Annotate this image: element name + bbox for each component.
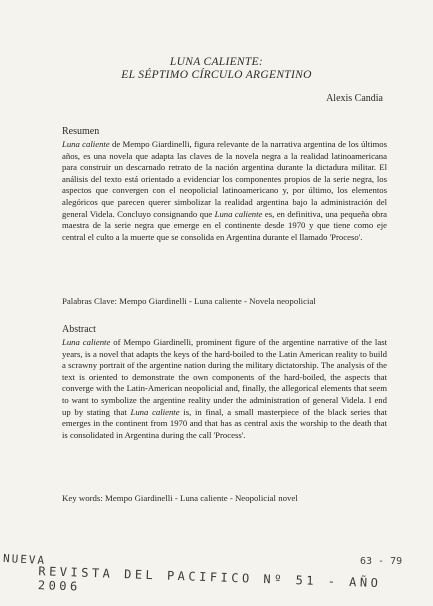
palabras-clave: Palabras Clave: Mempo Giardinelli - Luna caliente - Novela neopolicial — [62, 296, 316, 306]
abstract-body-part2: is, in final, a small masterpiece of the black series that emerges in the continent from 1970 and that has as central axis the worship to the death that is consolidated in Argentina during the call 'Process'. — [62, 406, 388, 440]
page-range: 63 - 79 — [360, 556, 403, 567]
abstract-lead-title: Luna caliente — [62, 337, 111, 347]
abstract-heading: Abstract — [62, 324, 96, 335]
resumen-heading: Resumen — [62, 126, 100, 137]
abstract-body-part1: of Mempo Giardinelli, prominent figure of the argentine narrative of the last years, is a novel that adapts the keys of the hard-boiled to the Latin American reality to build a scrawny portrait of the argentine nation during the military dictatorship. The analysis of the text is oriented to demonstrate the own components of the hard-boiled, the aspects that converge with the Latin-American neopolicial and, finally, the allegorical elements that seem to want to symbolize the argentine reality under the administration of general Videla. I end up by stating that — [62, 337, 387, 417]
article-title-line2: EL SÉPTIMO CÍRCULO ARGENTINO — [121, 69, 312, 81]
author-name: Alexis Candia — [326, 93, 383, 104]
resumen-lead-title: Luna caliente — [62, 139, 110, 149]
handwritten-note-line1: NUEVA — [2, 551, 47, 568]
article-title-line1: LUNA CALIENTE: — [169, 56, 264, 68]
resumen-paragraph — [62, 139, 387, 243]
resumen-inline-title: Luna caliente — [214, 208, 263, 219]
resumen-body-part2: es, en definitiva, una pequeña obra maestra de la serie negra que emerge en el continente desde 1970 y que tiene como eje central el culto a la muerte que se consolida en Argentina durante el llamado 'Proceso'. — [62, 208, 388, 242]
handwritten-note-line2: REVISTA DEL PACIFICO Nº 51 - AÑO 2006 — [37, 564, 382, 594]
abstract-inline-title: Luna caliente — [130, 406, 180, 417]
key-words: Key words: Mempo Giardinelli - Luna caliente - Neopolicial novel — [62, 493, 298, 503]
abstract-paragraph — [62, 337, 387, 441]
resumen-body-part1: de Mempo Giardinelli, figura relevante de la narrativa argentina de los últimos años, es una novela que adapta las claves de la novela negra a la realidad latinoamericana para construir un descarnado retrato de la nación argentina durante la dictadura militar. El análisis del texto está orientado a evidenciar los componentes propios de la serie negra, los aspectos que convergen con el neopolicial latinoamericano y, por último, los elementos alegóricos que parecen querer simbolizar la realidad argentina bajo la administración del general Videla. Concluyo consignando que — [62, 139, 388, 219]
